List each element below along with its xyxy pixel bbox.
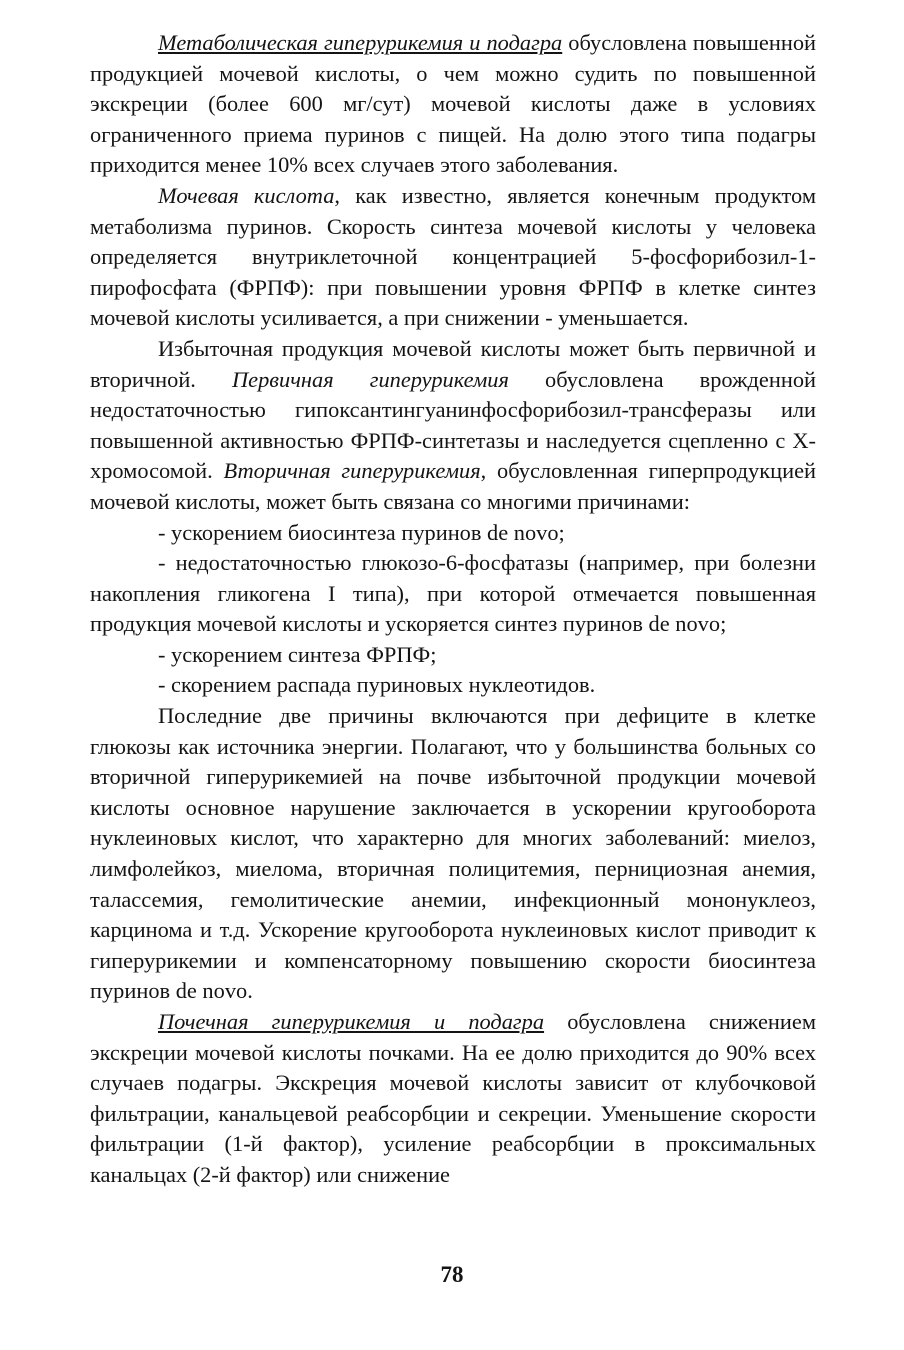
paragraph-last-causes: Последние две причины включаются при дефиците в клетке глюкозы как источника энергии. Полагают, что у большинства больных со вторичной гиперурикемией на почве избыточной продукции мочевой кислоты основное нарушение заключается в ускорении кругооборота нуклеиновых кислот, что характерно для многих заболеваний: миелоз, лимфолейкоз, миелома, вторичная полицитемия, пернициозная анемия, талассемия, гемолитические анемии, инфекционный мононуклеоз, карцинома и т.д. Ускорение кругооборота нуклеиновых кислот приводит к гиперурикемии и компенсаторному повышению скорости биосинтеза пуринов de novo. xyxy=(90,703,816,1004)
paragraph-metabolic xyxy=(90,28,816,181)
page-number: 78 xyxy=(440,1262,464,1287)
list-item: - скорением распада пуриновых нуклеотидов. xyxy=(158,672,596,698)
term-uric-acid: Мочевая кислота xyxy=(158,182,335,208)
term-primary-hyperuricemia: Первичная гиперурикемия xyxy=(232,366,509,392)
paragraph-text: обусловлена повышенной продукцией мочевой кислоты, о чем можно судить по повышенной экскреции (более 600 мг/сут) мочевой кислоты даже в условиях ограниченного приема пуринов с пищей. На долю этого типа подагры приходится менее 10% всех случаев этого заболевания. xyxy=(90,30,816,178)
page-text xyxy=(90,28,816,1191)
paragraph-text: , обусловленная гиперпродукцией мочевой кислоты, может быть связана со многими причинами: xyxy=(90,458,816,514)
paragraph-text: обусловлена снижением экскреции мочевой кислоты почками. На ее долю приходится до 90% всех случаев подагры. Экскреция мочевой кислоты зависит от клубочковой фильтрации, канальцевой реабсорбции и секреции. Уменьшение скорости фильтрации (1-й фактор), усиление реабсорбции в проксимальных канальцах (2-й фактор) или снижение xyxy=(90,1009,816,1187)
term-metabolic-hyperuricemia: Метаболическая гиперурикемия и подагра xyxy=(158,30,563,55)
paragraph-text: , как известно, является конечным продуктом метаболизма пуринов. Скорость синтеза мочевой кислоты у человека определяется внутриклеточной концентрацией 5-фосфорибозил-1-пирофосфата (ФРПФ): при повышении уровня ФРПФ в клетке синтез мочевой кислоты усиливается, а при снижении - уменьшается. xyxy=(90,182,816,331)
paragraph-text: обусловлена врожденной недостаточностью гипоксантингуанинфосфорибозил-трансферазы или повышенной активностью ФРПФ-синтетазы и наследуется сцепленно с Х-хромосомой. xyxy=(90,366,816,484)
paragraph-uric-acid xyxy=(90,181,816,334)
term-secondary-hyperuricemia: Вторичная гиперурикемия xyxy=(223,458,481,484)
term-renal-hyperuricemia: Почечная гиперурикемия и подагра xyxy=(158,1009,545,1034)
list-item: - ускорением биосинтеза пуринов de novo; xyxy=(158,519,565,545)
list-item: - ускорением синтеза ФРПФ; xyxy=(158,641,437,667)
list-item: - недостаточностью глюкозо-6-фосфатазы (например, при болезни накопления гликогена I типа), при которой отмечается повышенная продукция мочевой кислоты и ускоряется синтез пуринов de novo; xyxy=(90,550,816,637)
paragraph-renal xyxy=(90,1007,816,1191)
paragraph-excess-production xyxy=(90,334,816,518)
paragraph-text: Избыточная продукция мочевой кислоты может быть первичной и вторичной. xyxy=(90,335,816,392)
